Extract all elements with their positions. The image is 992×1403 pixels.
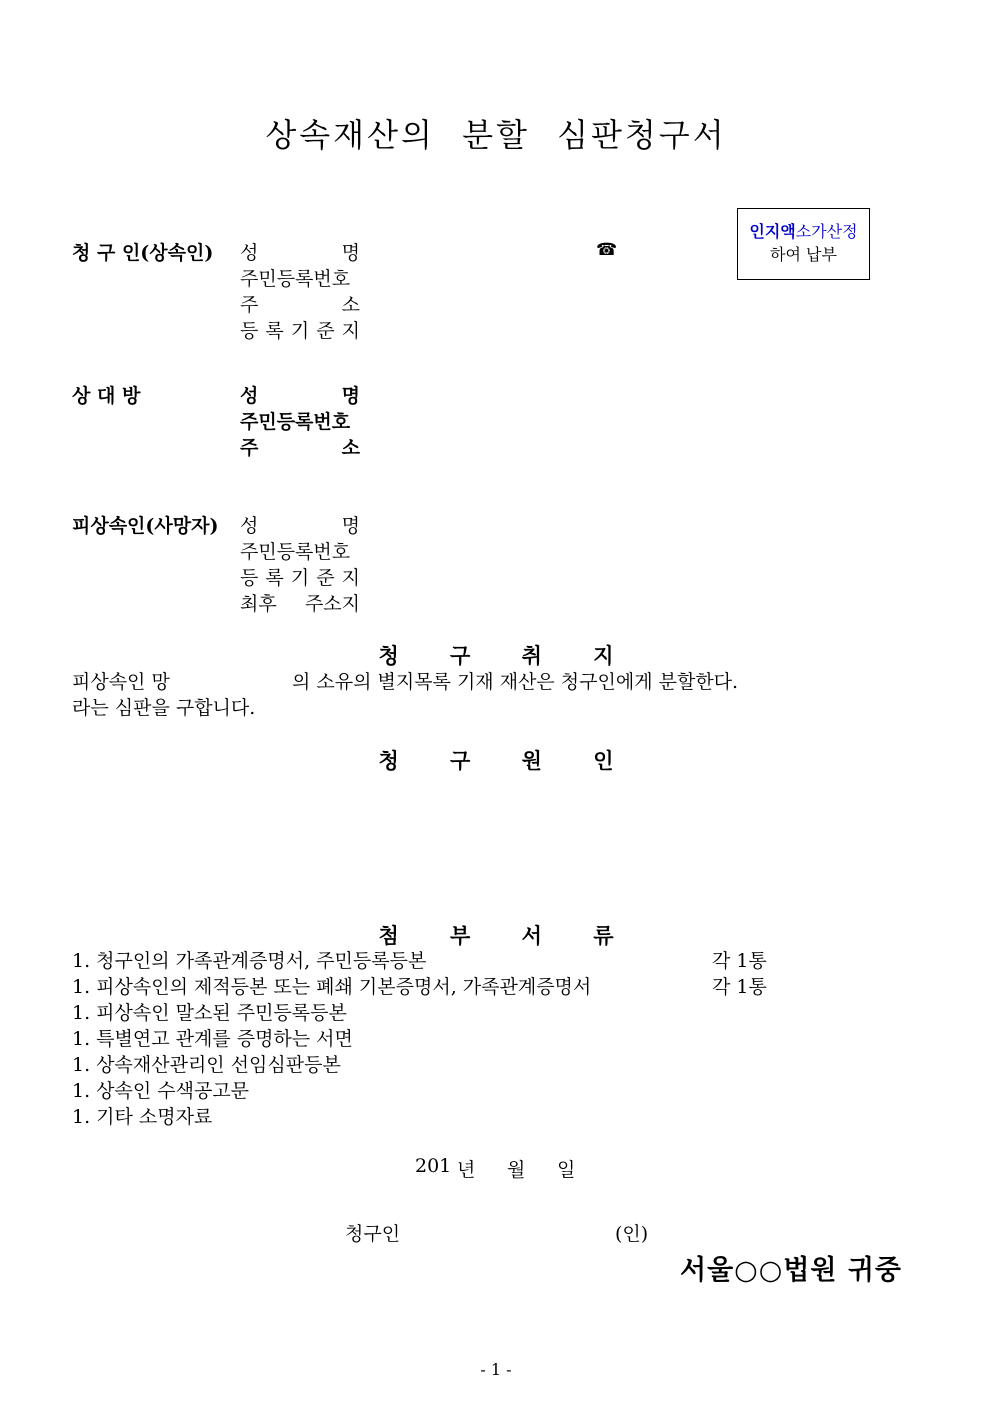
field-text: 주 [240, 294, 259, 316]
stamp-line2: 하여 납부 [770, 245, 837, 264]
claimant-field-name [240, 238, 360, 265]
attachment-item: 1. 청구인의 가족관계증명서, 주민등록등본 [72, 950, 427, 972]
opponent-label: 상 대 방 [72, 385, 141, 407]
claimant-label: 청 구 인(상속인) [72, 242, 214, 264]
attachment-count: 각 1통 [712, 976, 767, 998]
field-text-part: 소 [341, 294, 360, 316]
field-text: 등 [240, 320, 259, 342]
court-name: 서울○○법원 귀중 [680, 1255, 903, 1286]
attachment-item: 1. 상속인 수색공고문 [72, 1080, 250, 1102]
field-text: 주민등록번호 [240, 411, 351, 433]
attachment-item: 1. 특별연고 관계를 증명하는 서면 [72, 1028, 353, 1050]
opponent-field-address [240, 433, 360, 460]
stamp-text-rest: 소가산정 [795, 222, 858, 241]
field-text: 성 [240, 515, 259, 537]
field-text: 등 [240, 567, 259, 589]
date-year: 201 [415, 1155, 452, 1177]
deceased-field-name [240, 511, 360, 538]
signature-seal: (인) [615, 1223, 649, 1245]
attachment-item: 1. 피상속인 말소된 주민등록등본 [72, 1002, 347, 1024]
attachment-count: 각 1통 [712, 950, 767, 972]
field-text-part: 기 [290, 320, 310, 342]
stamp-highlight: 인지액 [749, 222, 796, 241]
attachment-item: 1. 기타 소명자료 [72, 1106, 213, 1128]
field-text-part: 록 [265, 567, 284, 589]
document-title: 상속재산의 분할 심판청구서 [265, 116, 727, 154]
purpose-heading: 청 구 취 지 [378, 643, 636, 668]
cause-heading: 청 구 원 인 [378, 748, 636, 773]
field-text: 주민등록번호 [240, 541, 351, 563]
date-year-unit: 년 [457, 1159, 476, 1181]
deceased-label: 피상속인(사망자) [72, 515, 219, 537]
attachment-item: 1. 상속재산관리인 선임심판등본 [72, 1054, 341, 1076]
field-text: 최후 [240, 593, 277, 615]
attachment-item: 1. 피상속인의 제적등본 또는 폐쇄 기본증명서, 가족관계증명서 [72, 976, 592, 998]
field-text: 성 [240, 242, 259, 264]
field-text-part: 명 [341, 385, 360, 407]
field-text-part: 주소지 [304, 593, 360, 615]
field-text-part: 준 [316, 320, 335, 342]
field-text-part: 소 [341, 437, 360, 459]
field-text: 주민등록번호 [240, 268, 351, 290]
field-text-part: 명 [341, 242, 360, 264]
deceased-field-registry [240, 563, 360, 590]
opponent-field-rrn [240, 407, 360, 434]
field-text-part: 록 [265, 320, 284, 342]
stamp-fee-box [737, 208, 870, 280]
date-month-unit: 월 [507, 1159, 526, 1181]
field-text-part: 명 [341, 515, 360, 537]
attachments-heading: 첨 부 서 류 [378, 923, 636, 948]
deceased-field-rrn [240, 537, 360, 564]
signature-label: 청구인 [345, 1223, 401, 1245]
field-text-part: 지 [341, 567, 360, 589]
claimant-field-address [240, 290, 360, 317]
field-text-part: 지 [341, 320, 360, 342]
phone-icon: ☎ [596, 240, 618, 260]
claimant-field-registry [240, 316, 360, 343]
page-number: - 1 - [480, 1360, 512, 1379]
purpose-line1-prefix: 피상속인 망 [72, 671, 170, 693]
opponent-field-name [240, 381, 360, 408]
deceased-field-last-address [240, 589, 360, 616]
field-text-part: 준 [316, 567, 335, 589]
field-text: 성 [240, 385, 259, 407]
field-text-part: 기 [290, 567, 310, 589]
purpose-line2: 라는 심판을 구합니다. [72, 697, 256, 719]
claimant-field-rrn [240, 264, 360, 291]
date-day-unit: 일 [557, 1159, 576, 1181]
field-text: 주 [240, 437, 259, 459]
purpose-line1-suffix: 의 소유의 별지목록 기재 재산은 청구인에게 분할한다. [292, 671, 739, 693]
